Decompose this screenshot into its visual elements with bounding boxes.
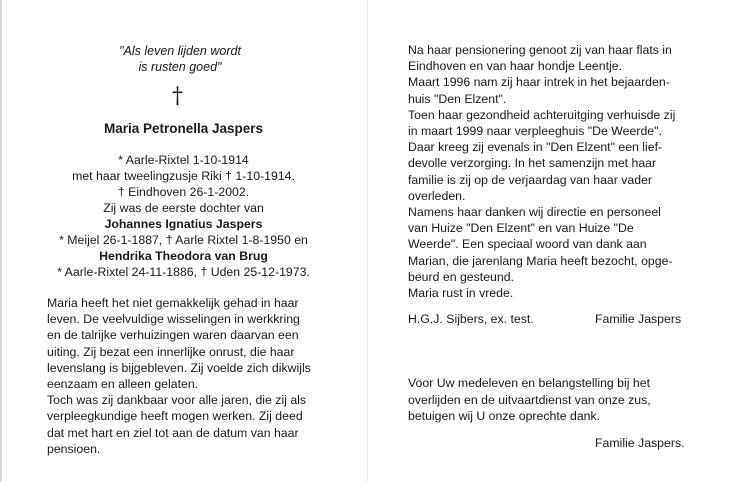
- daughter-of-line: Zij was de eerste dochter van: [103, 201, 264, 215]
- text-line: Maria heeft het niet gemakkelijk gehad in haar: [47, 296, 299, 310]
- father-dates: * Meijel 26-1-1887, † Aarle Rixtel 1-8-1950 en: [59, 233, 308, 247]
- poem-line-1: "Als leven lijden wordt: [119, 44, 241, 58]
- text-line: verpleegkundige heeft mogen werken. Zij deed: [47, 409, 303, 424]
- text-line: en de talrijke verhuizingen waren daarvan een: [47, 328, 299, 343]
- text-line: familie is zij op de verjaardag van haar vader: [408, 172, 653, 187]
- text-line: Daar kreeg zij evenals in "Den Elzent" een lief-: [408, 140, 663, 155]
- death-line: † Eindhoven 26-1-2002.: [117, 185, 250, 199]
- text-line: Namens haar danken wij directie en personeel: [408, 205, 661, 220]
- text-line: huis "Den Elzent".: [408, 91, 507, 106]
- text-line: pensioen.: [47, 441, 101, 456]
- right-body-text: [408, 42, 691, 301]
- mother-name: Hendrika Theodora van Brug: [99, 249, 268, 263]
- text-line: in maart 1999 naar verpleeghuis "De Weerde".: [408, 124, 662, 139]
- memorial-poem: [105, 43, 255, 75]
- text-line: Voor Uw medeleven en belangstelling bij het: [408, 376, 650, 390]
- cross-icon: †: [172, 84, 183, 109]
- text-line: van Huize "Den Elzent" en van Huize "De: [408, 221, 634, 236]
- text-line: Marian, die jarenlang Maria heeft bezocht, opge-: [408, 253, 673, 268]
- closing-signature: Familie Jaspers.: [595, 436, 685, 450]
- text-line: eenzaam en alleen gelaten.: [47, 377, 199, 392]
- text-line: devolle verzorging. In het samenzijn met haar: [408, 156, 657, 171]
- text-line: levenslang is bijgebleven. Zij voelde zich dikwijls: [47, 360, 311, 375]
- left-body-text: [47, 295, 325, 457]
- text-line: Eindhoven en van haar hondje Leentje.: [408, 59, 623, 74]
- family-signature: Familie Jaspers: [595, 312, 682, 326]
- poem-line-2: is rusten goed": [138, 60, 222, 74]
- text-line: leven. De veelvuldige wisselingen in werkkring: [47, 312, 300, 327]
- mother-dates: * Aarle-Rixtel 24-11-1886, † Uden 25-12-1973.: [57, 265, 310, 279]
- father-name: Johannes Ignatius Jaspers: [104, 217, 263, 231]
- text-line: dat met hart en ziel tot aan de datum van haar: [47, 425, 299, 440]
- birth-line: * Aarle-Rixtel 1-10-1914: [118, 153, 249, 167]
- executor-signature: H.G.J. Sijbers, ex. test.: [408, 312, 534, 326]
- thanks-text: [408, 375, 691, 425]
- text-line: overleden.: [408, 188, 466, 203]
- text-line: Weerde". Een speciaal woord van dank aan: [408, 237, 647, 252]
- text-line: Maria rust in vrede.: [408, 286, 514, 301]
- biography-block: [30, 152, 337, 280]
- text-line: Na haar pensionering genoot zij van haar flats in: [408, 43, 672, 57]
- twin-line: met haar tweelingzusje Riki † 1-10-1914.: [72, 169, 295, 183]
- text-line: betuigen wij U onze oprechte dank.: [408, 409, 601, 423]
- text-line: beurd en gesteund.: [408, 269, 514, 284]
- text-line: overlijden en de uitvaartdienst van onze zus,: [408, 392, 651, 407]
- text-line: Toch was zij dankbaar voor alle jaren, die zij als: [47, 393, 307, 408]
- deceased-name: Maria Petronella Jaspers: [103, 121, 264, 136]
- text-line: Toen haar gezondheid achteruitging verhuisde zij: [408, 107, 676, 122]
- text-line: Maart 1996 nam zij haar intrek in het bejaarden-: [408, 75, 670, 90]
- text-line: uiting. Zij bezat een innerlijke onrust, die haar: [47, 344, 295, 359]
